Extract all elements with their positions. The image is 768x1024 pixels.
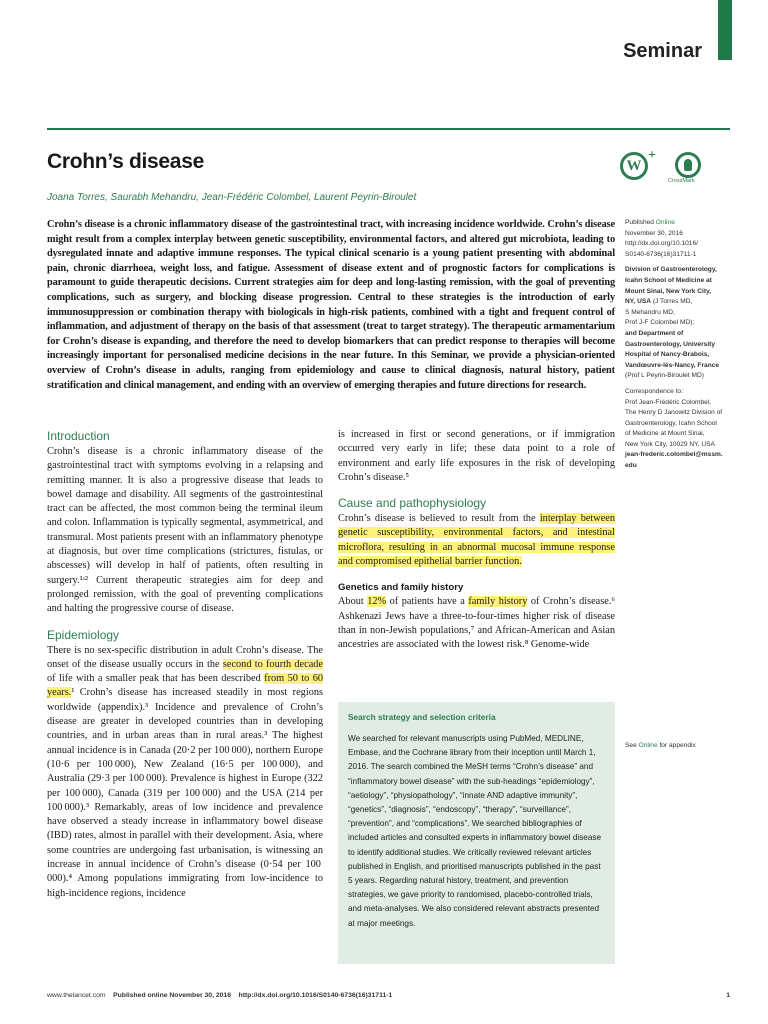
affiliation-line: and Department of	[625, 329, 684, 337]
doi-line-1[interactable]: http://dx.doi.org/10.1016/	[625, 240, 698, 248]
left-column	[47, 428, 323, 901]
appendix-note	[625, 742, 696, 749]
middle-column	[338, 428, 615, 653]
plus-icon: +	[648, 148, 656, 163]
footer-doi[interactable]: http://dx.doi.org/10.1016/S0140-6736(16)31711-1	[238, 992, 393, 999]
highlighted-text: interplay between genetic susceptibility, environmental factors, and intestinal microflora, resulting in an abnormal mucosal immune response and compromised epithelial barrier function.	[338, 513, 615, 568]
published-online-link[interactable]: Online	[655, 219, 675, 226]
highlighted-text: from 50 to 60 years.	[47, 673, 324, 699]
correspondence-line: New York City, 10029 NY, USA	[625, 440, 715, 448]
article-authors: Joana Torres, Saurabh Mehandru, Jean-Frédéric Colombel, Laurent Peyrin-Biroulet	[47, 192, 417, 203]
introduction-heading: Introduction	[47, 429, 110, 443]
epidemiology-heading: Epidemiology	[47, 627, 120, 642]
cause-heading: Cause and pathophysiology	[338, 496, 487, 511]
section-label: Seminar	[623, 40, 702, 62]
affiliation-line: Mount Sinai, New York City,	[625, 287, 712, 295]
epidemiology-paragraph	[47, 644, 323, 901]
sidebar-notes	[625, 218, 735, 472]
panel-title: Search strategy and selection criteria	[348, 712, 496, 722]
affiliation-line: Hospital of Nancy-Brabois,	[625, 351, 710, 359]
text-span: for appendix	[657, 742, 696, 749]
correspondence-line: The Henry D Janowitz Division of	[625, 409, 723, 417]
header-rule	[47, 128, 730, 130]
correspondence-line: Prof Jean-Frédéric Colombel,	[625, 398, 712, 406]
affiliations	[625, 265, 735, 382]
article-title: Crohn’s disease	[47, 150, 204, 173]
correspondence-email[interactable]: jean-frederic.colombel@mssm.	[625, 451, 723, 459]
highlighted-text: family history	[468, 596, 528, 608]
abstract: Crohn’s disease is a chronic inflammatory disease of the gastrointestinal tract, with increasing incidence worldwide. Crohn’s disease might result from a complex interplay between genetic susceptibility, environmental factors, and altered gut microbiota, leading to dysregulated innate and adaptive immune responses. The typical clinical scenario is a young patient presenting with abdominal pain, chronic diarrhoea, weight loss, and fatigue. Assessment of disease extent and of prognostic factors for complications is paramount to guide therapeutic decisions. Current strategies aim for deep and long-lasting remission, with the goal of preventing complications, such as surgery, and blocking disease progression. Central to these strategies is the introduction of early immunosuppression or combination therapy with biologicals in high-risk patients, combined with a tight and frequent control of inflammation, and adjustment of therapy on the basis of that assessment (treat to target strategy). The therapeutic armamentarium for Crohn’s disease is expanding, and therefore the need to develop biomarkers that can predict response to therapies will become increasingly important for personalised medicine decisions in the near future. In this Seminar, we provide a physician-oriented overview of Crohn’s disease in adults, ranging from epidemiology and cause to clinical diagnosis, natural history, patient stratification and clinical management, and ending with an overview of emerging therapies and future directions for research.	[47, 219, 615, 391]
article-badges	[620, 150, 710, 186]
text-span: About	[338, 596, 368, 608]
text-span: ¹ Crohn’s disease has increased steadily in most regions worldwide (appendix).³ Incidence and prevalence of Crohn’s disease are greater in developed countries than in developing countries, and in urban areas than in rural areas.³ The highest annual incidence is in Canada (20·2 per 100 000), northern Europe (10·6 per 100 000), New Zealand (16·5 per 100 000), and Australia (29·3 per 100 000). Prevalence is highest in Europe (322 per 100 000), Canada (319 per 100 000) and the USA (214 per 100 000).³ Remarkably, areas of low incidence and prevalence have observed a steady increase in inflammatory bowel disease (IBD) rates, almost in parallel with their development. Asia, where some countries are undergoing fast urbanisation, is witnessing an increase in annual incidence of Crohn’s disease (0·54 per 100 000).⁴ Among populations immigrating from low-incidence to high-incidence regions, incidence	[47, 687, 323, 899]
text-span: of life with a smaller peak that has been described	[47, 673, 265, 685]
cause-paragraph	[338, 512, 615, 569]
introduction-paragraph: Crohn’s disease is a chronic inflammatory disease of the gastrointestinal tract with symptoms evolving in a relapsing and remitting manner. It is also a progressive disease that leads to bowel damage and disability. All segments of the gastrointestinal tract can be affected, the most common being the terminal ileum and colon. Inflammation is typically segmental, asymmetrical, and transmural. Most patients present with an inflammatory phenotype at diagnosis, but over time complications (strictures, fistulas, or abscesses) will develop in half of patients, often resulting in surgery.¹ʴ² Current therapeutic strategies aim for deep and prolonged remission, with the goal of preventing complications and halting the progressive course of disease.	[47, 446, 323, 615]
affiliation-line: Gastroenterology, University	[625, 340, 716, 348]
text-span: of patients have a	[386, 596, 469, 608]
text-span: Crohn’s disease is believed to result from the	[338, 513, 540, 525]
crossmark-label: CrossMark	[668, 178, 695, 184]
affiliation-line: NY, USA	[625, 298, 652, 306]
genetics-paragraph	[338, 595, 615, 652]
search-strategy-panel	[338, 702, 615, 964]
affiliation-line: S Mehandru MD,	[625, 308, 675, 316]
correspondence-line: Correspondence to:	[625, 387, 683, 395]
highlighted-text: second to fourth decade	[222, 658, 323, 670]
genetics-heading: Genetics and family history	[338, 582, 464, 594]
panel-text: We searched for relevant manuscripts using PubMed, MEDLINE, Embase, and the Cochrane library from their inception until March 1, 2016. The search combined the MeSH terms “Crohn’s disease” and “inflammatory bowel disease” with the sub-headings “epidemiology”, “aetiology”, “physiopathology”, “innate AND adaptive immunity”, “genetics”, “diagnosis”, “endoscopy”, “therapy”, “surveillance”, “prevention”, and “complications”. We searched bibliographies of included articles and consulted experts in inflammatory bowel disease to identify additional studies. We critically reviewed relevant articles published in English, and prioritised manuscripts published in the past 5 years. Regarding natural history, treatment, and prevention strategies, we gave priority to randomised, placebo-controlled trials, and meta-analyses. We also considered relevant abstracts presented at major meetings.	[348, 734, 602, 928]
affiliation-line: (Prof L Peyrin-Biroulet MD)	[625, 372, 704, 380]
doi-line-2[interactable]: S0140-6736(16)31711-1	[625, 250, 697, 258]
correspondence	[625, 387, 735, 472]
w-icon[interactable]: W	[620, 152, 648, 180]
correspondence-email[interactable]: edu	[625, 462, 637, 470]
text-span: See	[625, 742, 639, 749]
section-color-tab	[718, 0, 732, 60]
text-span: There is no sex-specific distribution in adult Crohn’s disease. The onset of the disease usually occurs in the	[47, 644, 323, 670]
affiliation-line: Icahn School of Medicine at	[625, 276, 712, 284]
correspondence-line: Gastroenterology, Icahn School	[625, 419, 717, 427]
crossmark-bookmark-icon	[684, 159, 692, 171]
footer-site-link[interactable]: www.thelancet.com	[47, 992, 106, 999]
crossmark-icon[interactable]	[675, 152, 701, 178]
affiliation-line: Division of Gastroenterology,	[625, 266, 717, 274]
publication-info	[625, 218, 735, 260]
correspondence-line: of Medicine at Mount Sinai,	[625, 430, 705, 438]
highlighted-text: 12%	[367, 596, 387, 608]
text-span: of Crohn’s disease.⁶ Ashkenazi Jews have a three-to-four-times higher risk of disease than in non-Jewish populations,⁷ and African-American and Asian ancestries are associated with the lowest risk.⁸ Genome-wide	[338, 596, 615, 651]
footer-published: Published online November 30, 2016	[113, 992, 231, 999]
page-footer	[47, 992, 730, 999]
appendix-online-link[interactable]: Online	[638, 742, 658, 749]
publication-date: November 30, 2016	[625, 229, 683, 237]
affiliation-line: Prof J-F Colombel MD);	[625, 319, 695, 327]
published-label: Published	[625, 219, 656, 226]
page-number: 1	[726, 992, 730, 999]
affiliation-line: Vandœuvre-lès-Nancy, France	[625, 361, 720, 369]
affiliation-line: (J Torres MD,	[651, 298, 693, 306]
epidemiology-continued: is increased in first or second generations, or if immigration occurred very early in life; these data point to a role of environment and early life exposures in the risk of developing Crohn’s disease.⁵	[338, 429, 615, 483]
